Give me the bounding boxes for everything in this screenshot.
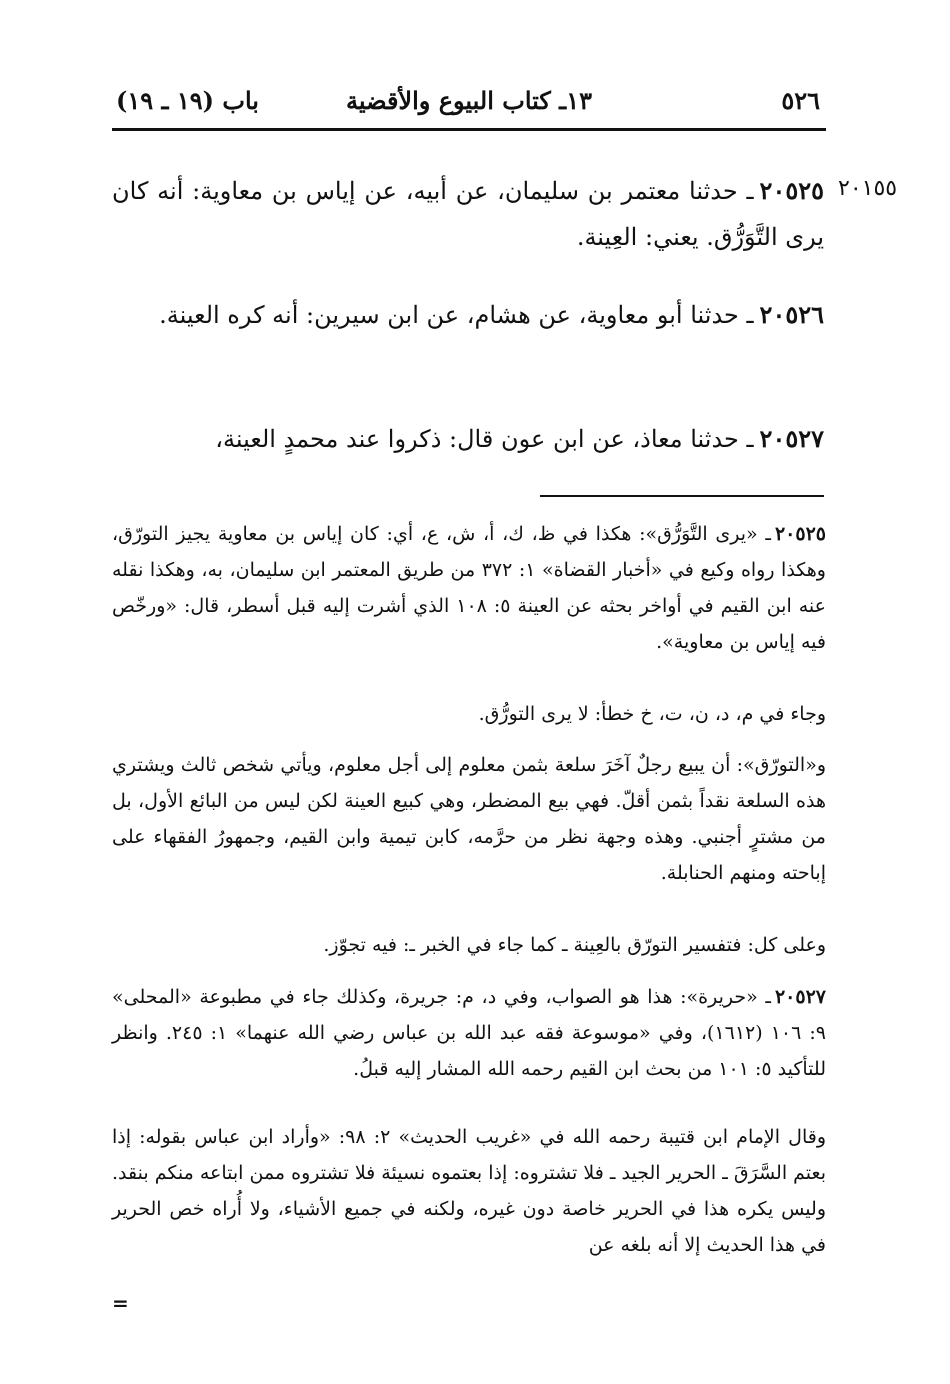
footnote-paragraph	[112, 696, 826, 732]
hadith-20525	[112, 168, 824, 260]
margin-reference: ٢٠١٥٥	[838, 176, 898, 201]
hadith-20527	[112, 416, 824, 462]
footnote-number: ٢٠٥٢٥	[774, 523, 826, 545]
running-header	[112, 82, 824, 122]
hadith-number: ٢٠٥٢٥	[759, 176, 824, 205]
footnote-paragraph	[112, 1119, 826, 1263]
hadith-text: ـ حدثنا معاذ، عن ابن عون قال: ذكروا عند محمدٍ العينة،	[215, 425, 754, 453]
footnote-separator	[540, 495, 824, 497]
continuation-mark: =	[112, 1291, 129, 1315]
footnote-paragraph	[112, 927, 826, 963]
footnote-text: و«التورّق»: أن يبيع رجلٌ آخَرَ سلعة بثمن معلوم إلى أجل معلوم، ويأتي شخص ثالث ويشتري هذه السلعة نقداً بثمن أقلّ. فهي بيع المضطر، وهي كبيع العينة لكن ليس من البائع الأول، بل من مشترٍ أجنبي. وهذه وجهة نظر من حرَّمه، كابن تيمية وابن القيم، وجمهورُ الفقهاء على إباحته ومنهم الحنابلة.	[112, 754, 826, 884]
footnote-20525	[112, 516, 826, 660]
hadith-text: ـ حدثنا معتمر بن سليمان، عن أبيه، عن إياس بن معاوية: أنه كان يرى التَّوَرُّق. يعني: العِينة.	[112, 177, 824, 251]
footnote-text: وقال الإمام ابن قتيبة رحمه الله في «غريب الحديث» ٢: ٩٨: «وأراد ابن عباس بقوله: إذا بعتم السَّرَقَ ـ الحرير الجيد ـ فلا تشتروه: إذا بعتموه نسيئة فلا تشتروه ممن ابتاعه منكم بنقد. وليس يكره هذا في الحرير خاصة دون غيره، ولكنه في جميع الأشياء، ولا أُراه خص الحرير في هذا الحديث إلا أنه بلغه عن	[112, 1126, 826, 1256]
footnote-20527	[112, 979, 826, 1087]
footnote-number: ٢٠٥٢٧	[774, 986, 826, 1008]
footnote-text: وعلى كل: فتفسير التورّق بالعِينة ـ كما جاء في الخبر ـ: فيه تجوّز.	[323, 934, 826, 956]
hadith-20526	[112, 292, 824, 338]
footnote-paragraph	[112, 747, 826, 891]
hadith-text: ـ حدثنا أبو معاوية، عن هشام، عن ابن سيرين: أنه كره العينة.	[159, 301, 754, 329]
chapter-label: باب (١٩ ـ ١٩)	[116, 86, 259, 115]
hadith-number: ٢٠٥٢٦	[759, 300, 824, 329]
hadith-number: ٢٠٥٢٧	[759, 424, 824, 453]
page-number: ٥٢٦	[781, 86, 820, 115]
footnote-text: ـ «حريرة»: هذا هو الصواب، وفي د، م: جريرة، وكذلك جاء في مطبوعة «المحلى» ٩: ١٠٦ (١٦١٢)، وفي «موسوعة فقه عبد الله بن عباس رضي الله عنهما» ١: ٢٤٥. وانظر للتأكيد ٥: ١٠١ من بحث ابن القيم رحمه الله المشار إليه قبلُ.	[112, 986, 827, 1080]
footnote-text: وجاء في م، د، ن، ت، خ خطأ: لا يرى التورُّق.	[478, 703, 826, 725]
book-title: ١٣ـ كتاب البيوع والأقضية	[346, 86, 592, 115]
header-rule	[112, 128, 826, 131]
footnote-text: ـ «يرى التَّوَرُّق»: هكذا في ظ، ك، أ، ش، ع، أي: كان إياس بن معاوية يجيز التورّق، وهكذا رواه وكيع في «أخبار القضاة» ١: ٣٧٢ من طريق المعتمر ابن سليمان، به، وهكذا نقله عنه ابن القيم في أواخر بحثه عن العينة ٥: ١٠٨ الذي أشرت إليه قبل أسطر، قال: «ورخّص فيه إياس بن معاوية».	[112, 523, 826, 653]
